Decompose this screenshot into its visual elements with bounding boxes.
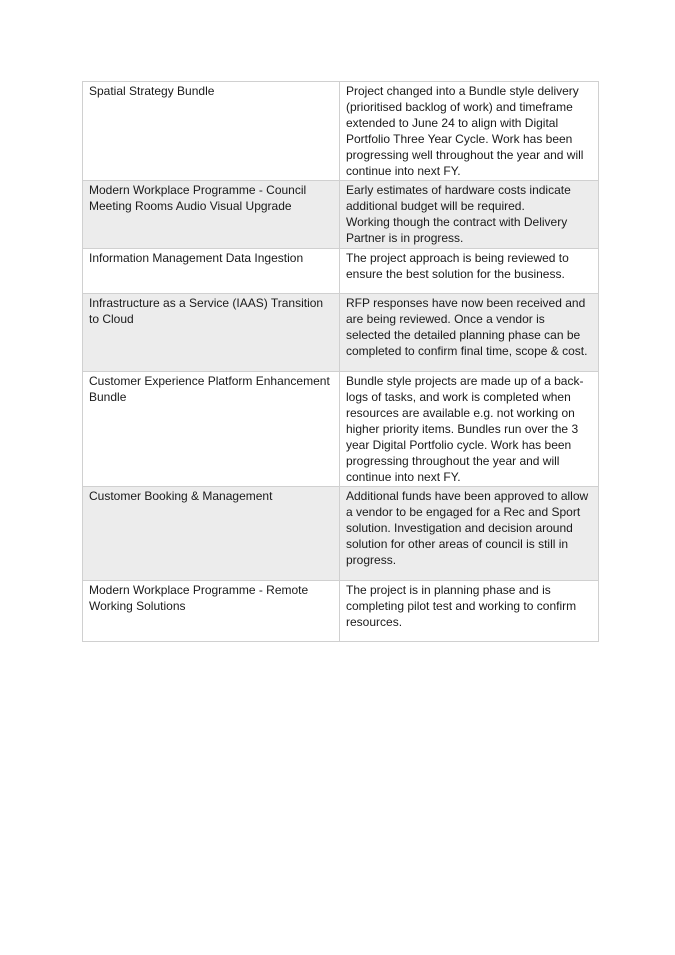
project-name: Modern Workplace Programme - Remote Working Solutions	[89, 583, 309, 613]
table-row	[83, 249, 599, 294]
project-name-cell	[83, 487, 340, 581]
project-name-cell	[83, 181, 340, 249]
project-name-cell	[83, 249, 340, 294]
project-name: Spatial Strategy Bundle	[89, 84, 215, 98]
table-row	[83, 82, 599, 181]
project-status: Project changed into a Bundle style delivery (prioritised backlog of work) and timeframe extended to June 24 to align with Digital Portfolio Three Year Cycle. Work has been progressing well throughout the year and will continue into next FY.	[346, 84, 584, 178]
project-status-cell	[340, 372, 599, 487]
table-row	[83, 487, 599, 581]
project-status-cell	[340, 249, 599, 294]
table-row	[83, 294, 599, 372]
project-name: Customer Booking & Management	[89, 489, 273, 503]
project-status: RFP responses have now been received and are being reviewed. Once a vendor is selected the detailed planning phase can be completed to confirm final time, scope & cost.	[346, 296, 588, 358]
table-row	[83, 372, 599, 487]
table-row	[83, 581, 599, 642]
project-name-cell	[83, 372, 340, 487]
project-name-cell	[83, 294, 340, 372]
project-status-cell	[340, 181, 599, 249]
project-status-cell	[340, 82, 599, 181]
project-name: Customer Experience Platform Enhancement Bundle	[89, 374, 330, 404]
project-name-cell	[83, 82, 340, 181]
project-status-table	[82, 81, 599, 642]
project-status-cell	[340, 294, 599, 372]
table-row	[83, 181, 599, 249]
project-status: Additional funds have been approved to allow a vendor to be engaged for a Rec and Sport solution. Investigation and decision around solution for other areas of council is still in progress.	[346, 489, 589, 567]
project-name: Information Management Data Ingestion	[89, 251, 304, 265]
project-status: Early estimates of hardware costs indicate additional budget will be required. Working though the contract with Delivery Partner is in progress.	[346, 183, 571, 245]
project-status: The project is in planning phase and is completing pilot test and working to confirm resources.	[346, 583, 577, 629]
project-name: Modern Workplace Programme - Council Meeting Rooms Audio Visual Upgrade	[89, 183, 307, 213]
project-name: Infrastructure as a Service (IAAS) Transition to Cloud	[89, 296, 324, 326]
project-status-cell	[340, 487, 599, 581]
project-status-cell	[340, 581, 599, 642]
project-status: Bundle style projects are made up of a back-logs of tasks, and work is completed when resources are available e.g. not working on higher priority items. Bundles run over the 3 year Digital Portfolio cycle. Work has been progressing throughout the year and will continue into next FY.	[346, 374, 584, 484]
project-status: The project approach is being reviewed to ensure the best solution for the business.	[346, 251, 569, 281]
project-name-cell	[83, 581, 340, 642]
